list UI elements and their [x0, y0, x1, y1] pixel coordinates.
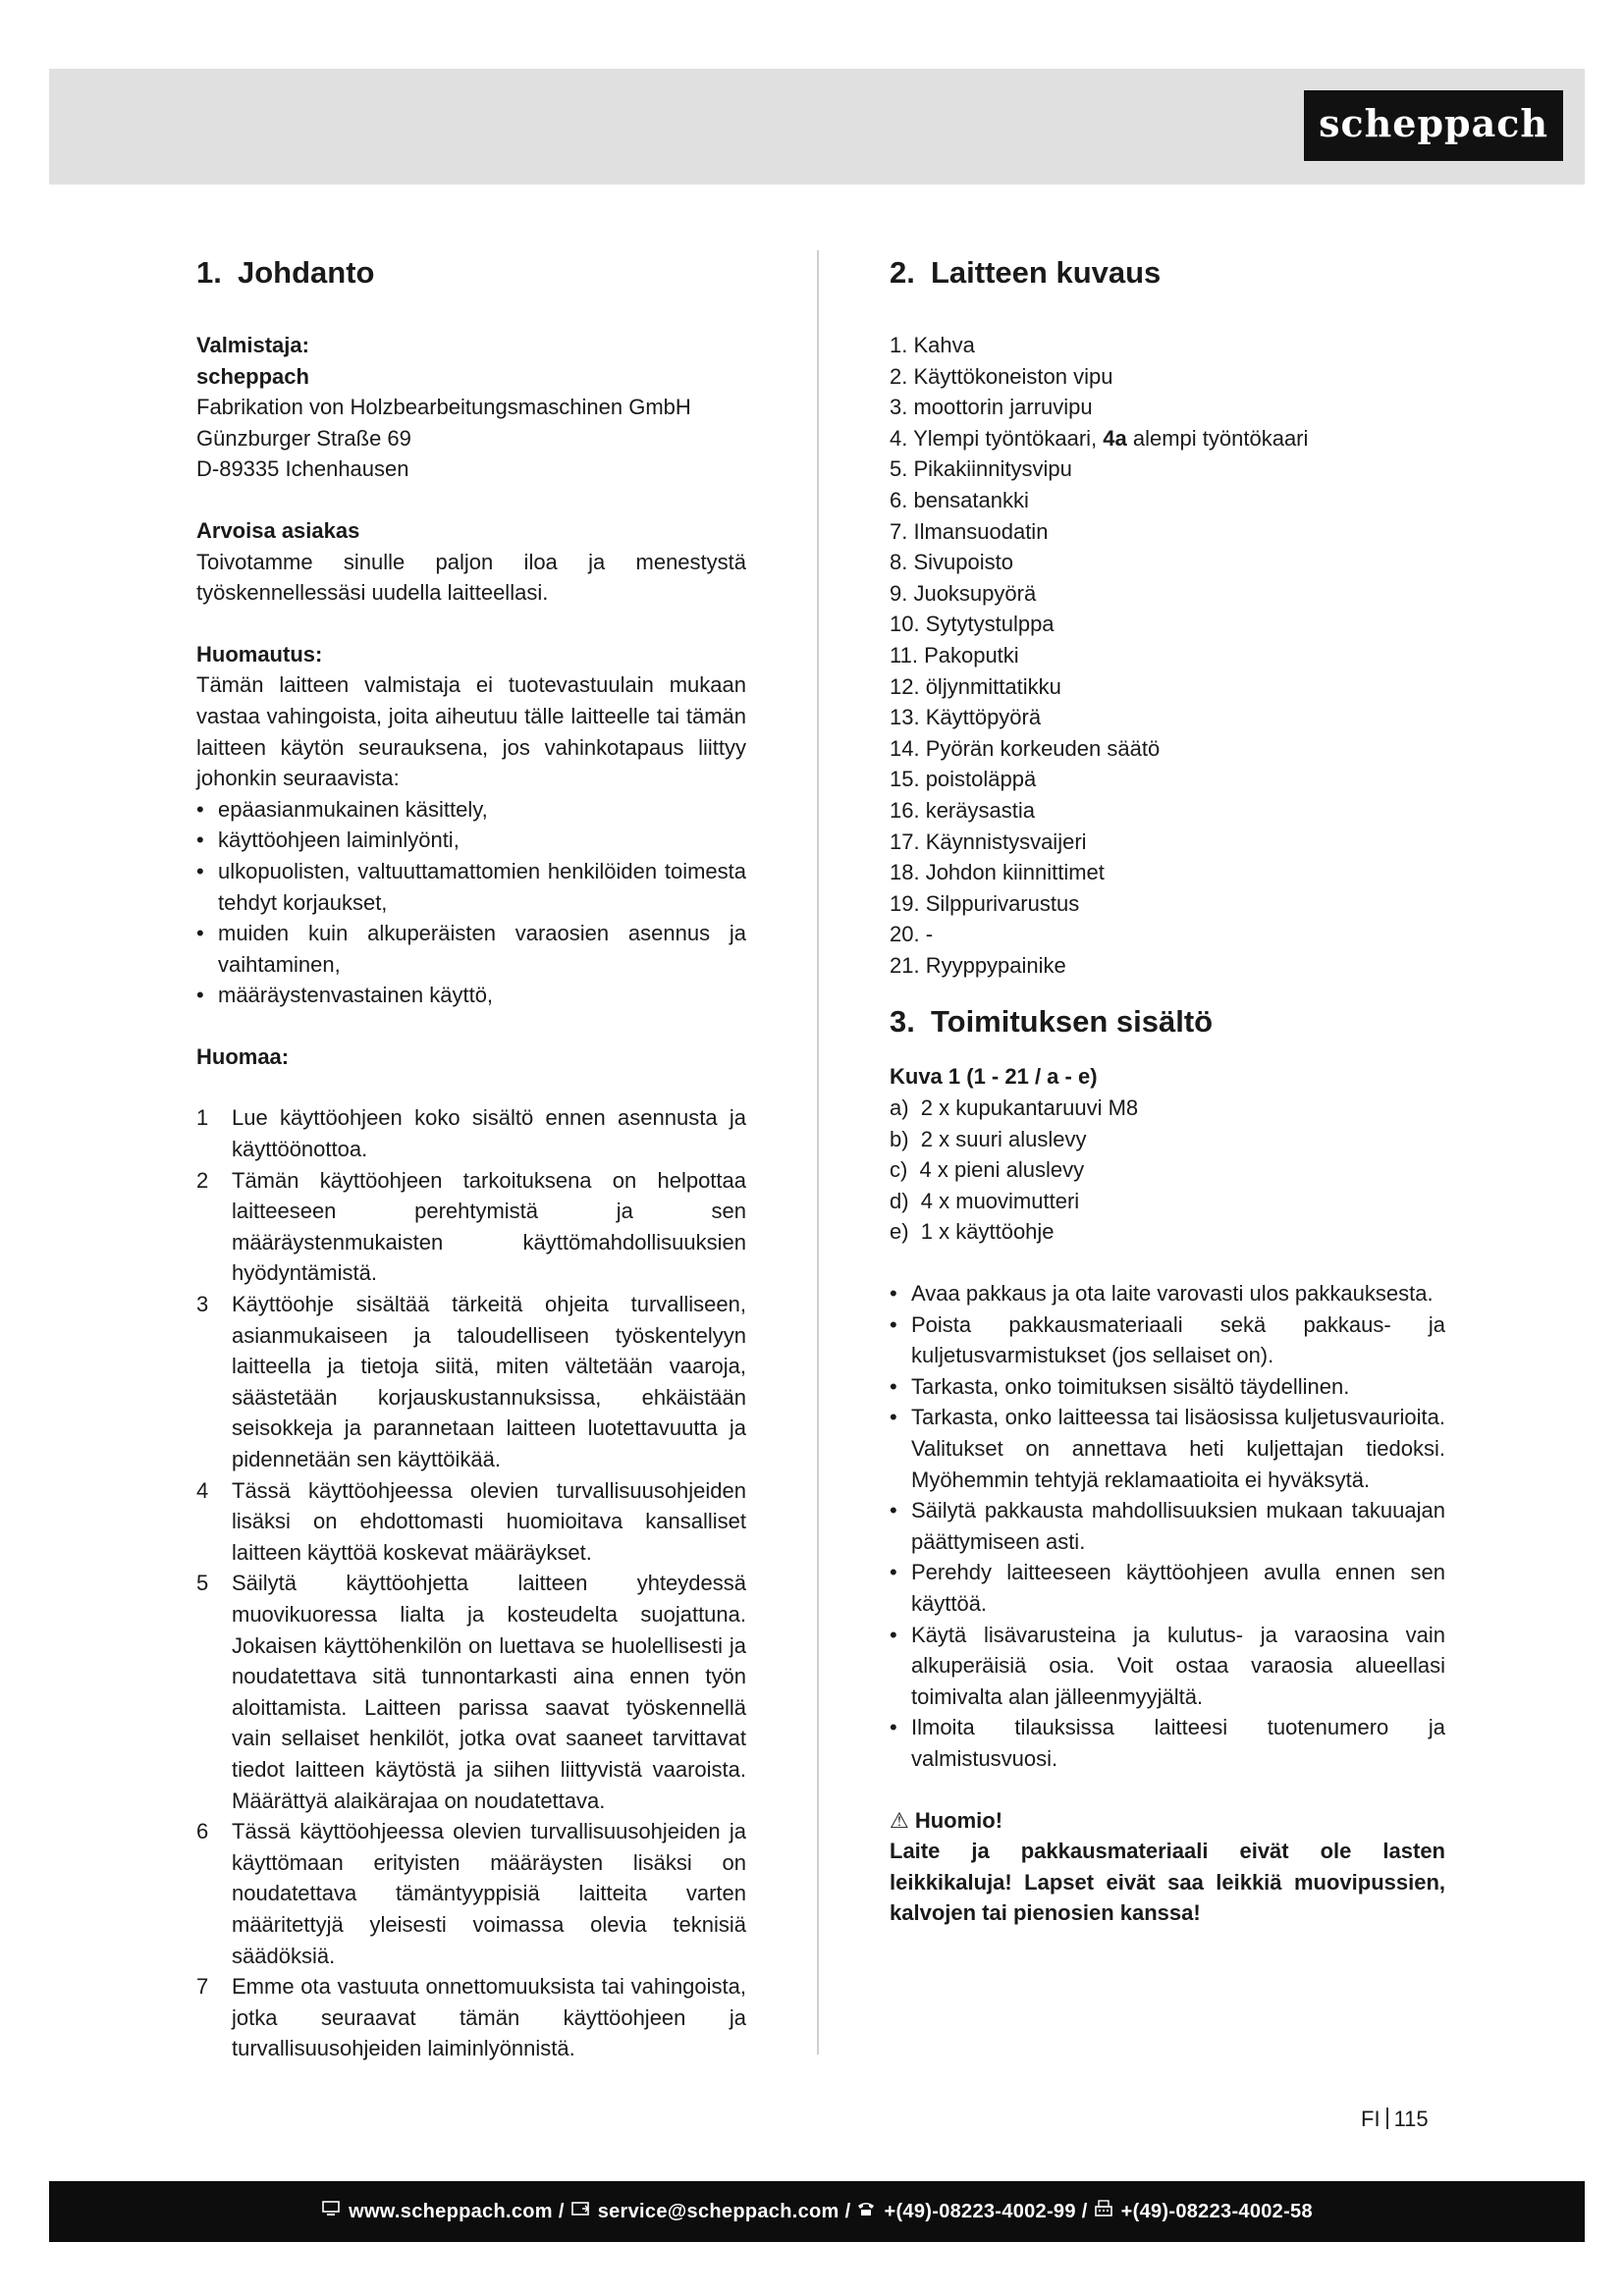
warning-text: Laite ja pakkausmateriaali eivät ole lasten leikkikaluja! Lapset eivät saa leikkiä muovipussien, kalvojen tai pienosien kanssa! — [890, 1839, 1445, 1926]
list-item: 13. Käyttöpyörä — [890, 705, 1042, 730]
list-item: • Käytä lisävarusteina ja kulutus- ja varaosina vain alkuperäisiä osia. Voit ostaa varaosia alueellasi toimivalta alan jälleenmyyjältä. — [890, 1620, 1445, 1713]
list-item: • Poista pakkausmateriaali sekä pakkaus- ja kuljetusvarmistukset (jos sellaiset on). — [890, 1309, 1445, 1371]
manufacturer-name: scheppach — [196, 363, 309, 389]
list-item: 19. Silppurivarustus — [890, 890, 1080, 916]
note-bullet-list — [196, 794, 746, 1011]
footer-separator: / — [1081, 2200, 1088, 2222]
list-item: 20. - — [890, 922, 934, 947]
list-item: 7. Ilmansuodatin — [890, 518, 1049, 544]
list-item: 9. Juoksupyörä — [890, 580, 1037, 606]
list-item: • Avaa pakkaus ja ota laite varovasti ulos pakkauksesta. — [890, 1278, 1445, 1309]
list-item: 3. moottorin jarruvipu — [890, 395, 1093, 420]
list-item: 15. poistoläppä — [890, 767, 1037, 792]
list-item: e) 1 x käyttöohje — [890, 1219, 1055, 1245]
list-item: 18. Johdon kiinnittimet — [890, 860, 1105, 885]
list-item: 21. Ryyppypainike — [890, 952, 1066, 978]
list-item: 14. Pyörän korkeuden säätö — [890, 735, 1161, 761]
list-item: • Säilytä pakkausta mahdollisuuksien mukaan takuuajan päättymiseen asti. — [890, 1495, 1445, 1557]
note-text: Tämän laitteen valmistaja ei tuotevastuulain mukaan vastaa vahingoista, joita aiheutuu tälle laitteelle tai tämän laitteen käytön seurauksena, jos vahinkotapaus liittyy johonkin seuraavista: — [196, 672, 746, 791]
parts-list — [890, 330, 1445, 981]
phone-number: +(49)-08223-4002-99 — [884, 2200, 1076, 2222]
list-item: • käyttöohjeen laiminlyönti, — [196, 825, 746, 856]
section-heading-2: 2. Laitteen kuvaus — [890, 255, 1162, 290]
list-item: 12. öljynmittatikku — [890, 673, 1061, 699]
address-line: Günzburger Straße 69 — [196, 425, 411, 451]
list-item: d) 4 x muovimutteri — [890, 1188, 1080, 1213]
warning-icon: ⚠ — [890, 1807, 909, 1833]
monitor-icon — [321, 2200, 341, 2223]
dear-customer-text: Toivotamme sinulle paljon iloa ja menestystä työskennellessäsi uudella laitteellasi. — [196, 549, 746, 606]
list-item: • epäasianmukainen käsittely, — [196, 794, 746, 826]
list-item: • määräystenvastainen käyttö, — [196, 980, 746, 1011]
manufacturer-label: Valmistaja: — [196, 333, 309, 357]
phone-icon — [856, 2200, 876, 2223]
list-item: 6 Tässä käyttöohjeessa olevien turvallisuusohjeiden ja käyttömaan erityisten määräysten lisäksi on noudatettava tämäntyyppisiä laitteita varten määritettyjä yleisesti voimassa olevia teknisiä säädöksiä. — [196, 1819, 746, 1968]
column-divider — [817, 250, 819, 2055]
list-item: 7 Emme ota vastuuta onnettomuuksista tai vahingoista, jotka seuraavat tämän käyttöohjeen ja turvallisuusohjeiden laiminlyönnistä. — [196, 1974, 746, 2061]
delivery-label: Kuva 1 (1 - 21 / a - e) — [890, 1064, 1098, 1090]
section-heading-1: 1. Johdanto — [196, 255, 375, 290]
scheppach-logo: scheppach — [1304, 90, 1563, 161]
footer-band — [49, 2181, 1585, 2242]
header-band — [49, 69, 1585, 185]
delivery-bullet-list — [890, 1278, 1445, 1775]
list-item: 5 Säilytä käyttöohjetta laitteen yhteydessä muovikuoressa lialta ja kosteudelta suojattuna. Jokaisen käyttöhenkilön on luettava se huolellisesti ja noudatettava sitä tunnontarkasti aina ennen työn aloittamista. Laitteen parissa saavat työskennellä vain sellaiset henkilöt, jotka ovat saaneet tarvittavat tiedot laitteen käytöstä ja siihen liittyvistä vaaroista. Määrättyä alaikärajaa on noudatettava. — [196, 1571, 746, 1813]
list-item: 4 Tässä käyttöohjeessa olevien turvallisuusohjeiden lisäksi on ehdottomasti huomioitava kansalliset laitteen käyttöä koskevat määräykset. — [196, 1477, 746, 1565]
website-link[interactable]: www.scheppach.com — [349, 2200, 553, 2222]
list-item: c) 4 x pieni aluslevy — [890, 1157, 1085, 1183]
footer-separator: / — [844, 2200, 851, 2222]
list-item: • muiden kuin alkuperäisten varaosien asennus ja vaihtaminen, — [196, 918, 746, 980]
fax-icon — [1094, 2200, 1113, 2223]
list-item: • Perehdy laitteeseen käyttöohjeen avulla ennen sen käyttöä. — [890, 1557, 1445, 1619]
attention-label: Huomaa: — [196, 1043, 290, 1069]
section-heading-3: 3. Toimituksen sisältö — [890, 1004, 1214, 1040]
list-item: a) 2 x kupukantaruuvi M8 — [890, 1095, 1139, 1121]
left-column — [196, 253, 746, 2064]
list-item: 4. Ylempi työntökaari, 4a alempi työntökaari — [890, 425, 1309, 451]
list-item: 16. keräysastia — [890, 797, 1035, 823]
warning-heading: ⚠ Huomio! — [890, 1807, 1003, 1833]
list-item: 10. Sytytystulppa — [890, 612, 1055, 637]
dear-customer-label: Arvoisa asiakas — [196, 517, 360, 543]
list-item: • ulkopuolisten, valtuuttamattomien henkilöiden toimesta tehdyt korjaukset, — [196, 856, 746, 918]
footer-separator: / — [558, 2200, 565, 2222]
list-item: 17. Käynnistysvaijeri — [890, 828, 1087, 854]
list-item: 6. bensatankki — [890, 487, 1029, 512]
address-line: D-89335 Ichenhausen — [196, 456, 409, 482]
note-label: Huomautus: — [196, 641, 323, 667]
list-item: • Tarkasta, onko laitteessa tai lisäosissa kuljetusvaurioita. Valitukset on annettava heti kuljettajan tiedoksi. Myöhemmin tehtyjä reklamaatioita ei hyväksytä. — [890, 1402, 1445, 1495]
list-item: 3 Käyttöohje sisältää tärkeitä ohjeita turvalliseen, asianmukaiseen ja taloudelliseen työskentelyyn laitteella ja tietoja siitä, miten vältetään vaaroja, säästetään korjauskustannuksissa, ehkäistään seisokkeja ja parannetaan laitteen luotettavuutta ja pidennetään sen käyttöikää. — [196, 1292, 746, 1471]
list-item: 11. Pakoputki — [890, 642, 1019, 667]
page-number: FI 115 — [1361, 2107, 1429, 2131]
list-item: b) 2 x suuri aluslevy — [890, 1126, 1087, 1151]
mail-icon — [570, 2200, 590, 2223]
address-line: Fabrikation von Holzbearbeitungsmaschinen GmbH — [196, 395, 691, 420]
right-column — [890, 253, 1445, 1929]
fax-number: +(49)-08223-4002-58 — [1120, 2200, 1313, 2222]
list-item: 1 Lue käyttöohjeen koko sisältö ennen asennusta ja käyttöönottoa. — [196, 1105, 746, 1162]
list-item: 5. Pikakiinnitysvipu — [890, 456, 1072, 482]
list-item: 2 Tämän käyttöohjeen tarkoituksena on helpottaa laitteeseen perehtymistä ja sen määräystenmukaisten käyttömahdollisuuksien hyödyntämistä. — [196, 1167, 746, 1286]
list-item: 1. Kahva — [890, 333, 975, 357]
list-item: • Ilmoita tilauksissa laitteesi tuotenumero ja valmistusvuosi. — [890, 1712, 1445, 1774]
email-link[interactable]: service@scheppach.com — [597, 2200, 839, 2222]
list-item: 2. Käyttökoneiston vipu — [890, 363, 1113, 389]
list-item: 8. Sivupoisto — [890, 550, 1013, 575]
list-item: • Tarkasta, onko toimituksen sisältö täydellinen. — [890, 1371, 1445, 1403]
